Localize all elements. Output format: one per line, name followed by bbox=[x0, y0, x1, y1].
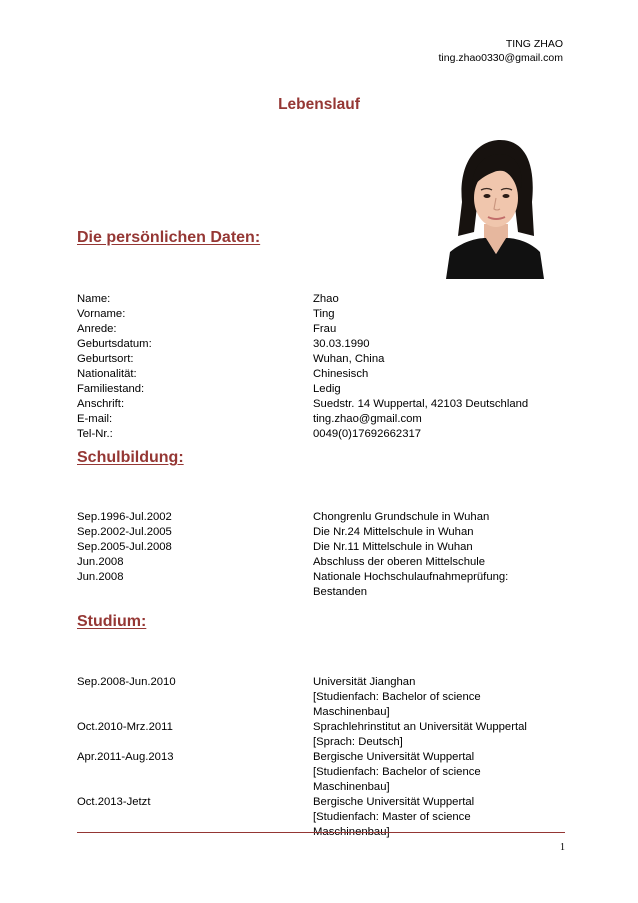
entry-detail: [Studienfach: Bachelor of science bbox=[313, 691, 481, 703]
school-row bbox=[77, 510, 563, 525]
personal-row bbox=[77, 322, 563, 337]
section-heading-study: Studium: bbox=[77, 613, 147, 630]
school-row bbox=[77, 540, 563, 555]
entry-text: Nationale Hochschulaufnahmeprüfung: bbox=[313, 571, 509, 583]
entry-text: Bergische Universität Wuppertal bbox=[313, 751, 475, 763]
personal-row bbox=[77, 337, 563, 352]
school-row bbox=[77, 525, 563, 540]
field-value: Zhao bbox=[313, 293, 339, 305]
date-range: Oct.2010-Mrz.2011 bbox=[77, 721, 173, 733]
entry-block bbox=[313, 750, 563, 795]
personal-row bbox=[77, 292, 563, 307]
field-label: Anschrift: bbox=[77, 398, 125, 410]
entry-detail: Maschinenbau] bbox=[313, 706, 390, 718]
page-header bbox=[439, 37, 563, 65]
field-value: 30.03.1990 bbox=[313, 338, 370, 350]
entry-detail: [Sprach: Deutsch] bbox=[313, 736, 403, 748]
date-range: Oct.2013-Jetzt bbox=[77, 796, 151, 808]
personal-row bbox=[77, 397, 563, 412]
field-value: Wuhan, China bbox=[313, 353, 385, 365]
entry-block bbox=[313, 675, 563, 720]
entry-block bbox=[313, 795, 563, 840]
field-value: Ledig bbox=[313, 383, 341, 395]
entry-text: Bergische Universität Wuppertal bbox=[313, 796, 475, 808]
document-title: Lebenslauf bbox=[278, 96, 360, 113]
personal-row bbox=[77, 367, 563, 382]
entry-text: Chongrenlu Grundschule in Wuhan bbox=[313, 511, 490, 523]
date-range: Sep.2002-Jul.2005 bbox=[77, 526, 172, 538]
field-label: Nationalität: bbox=[77, 368, 137, 380]
field-value: Chinesisch bbox=[313, 368, 369, 380]
personal-row bbox=[77, 382, 563, 397]
entry-block bbox=[313, 720, 563, 750]
entry-detail: [Studienfach: Bachelor of science bbox=[313, 766, 481, 778]
field-value: Frau bbox=[313, 323, 337, 335]
school-row bbox=[77, 555, 563, 570]
school-list bbox=[77, 510, 563, 600]
portrait-photo bbox=[444, 132, 544, 279]
entry-text: Die Nr.11 Mittelschule in Wuhan bbox=[313, 541, 473, 553]
personal-row bbox=[77, 352, 563, 367]
section-heading-school: Schulbildung: bbox=[77, 449, 184, 466]
entry-detail: [Studienfach: Master of science bbox=[313, 811, 471, 823]
personal-row bbox=[77, 412, 563, 427]
study-list bbox=[77, 675, 563, 840]
date-range: Sep.2005-Jul.2008 bbox=[77, 541, 172, 553]
field-label: Familiestand: bbox=[77, 383, 145, 395]
personal-row bbox=[77, 307, 563, 322]
entry-text: Abschluss der oberen Mittelschule bbox=[313, 556, 486, 568]
field-label: Tel-Nr.: bbox=[77, 428, 113, 440]
date-range: Jun.2008 bbox=[77, 556, 124, 568]
personal-row bbox=[77, 427, 563, 442]
field-label: Geburtsdatum: bbox=[77, 338, 152, 350]
field-label: Vorname: bbox=[77, 308, 126, 320]
field-label: Anrede: bbox=[77, 323, 117, 335]
date-range: Apr.2011-Aug.2013 bbox=[77, 751, 174, 763]
field-value: Ting bbox=[313, 308, 335, 320]
field-value: Suedstr. 14 Wuppertal, 42103 Deutschland bbox=[313, 398, 529, 410]
section-heading-personal: Die persönlichen Daten: bbox=[77, 229, 261, 246]
field-value: 0049(0)17692662317 bbox=[313, 428, 422, 440]
entry-detail: Maschinenbau] bbox=[313, 826, 390, 838]
entry-text: Sprachlehrinstitut an Universität Wuppertal bbox=[313, 721, 527, 733]
study-row bbox=[77, 720, 563, 750]
date-range: Sep.1996-Jul.2002 bbox=[77, 511, 172, 523]
entry-block bbox=[313, 570, 563, 600]
date-range: Jun.2008 bbox=[77, 571, 124, 583]
date-range: Sep.2008-Jun.2010 bbox=[77, 676, 176, 688]
header-email: ting.zhao0330@gmail.com bbox=[438, 52, 563, 64]
field-value: ting.zhao@gmail.com bbox=[313, 413, 422, 425]
personal-data-list bbox=[77, 292, 563, 442]
study-row bbox=[77, 750, 563, 795]
entry-text: Universität Jianghan bbox=[313, 676, 416, 688]
entry-detail: Bestanden bbox=[313, 586, 368, 598]
entry-text: Die Nr.24 Mittelschule in Wuhan bbox=[313, 526, 474, 538]
header-name: TING ZHAO bbox=[505, 38, 563, 50]
field-label: Name: bbox=[77, 293, 111, 305]
school-row bbox=[77, 570, 563, 600]
page-number: 1 bbox=[560, 842, 565, 853]
field-label: Geburtsort: bbox=[77, 353, 134, 365]
entry-detail: Maschinenbau] bbox=[313, 781, 390, 793]
field-label: E-mail: bbox=[77, 413, 113, 425]
footer-divider bbox=[77, 832, 565, 833]
study-row bbox=[77, 675, 563, 720]
study-row bbox=[77, 795, 563, 840]
